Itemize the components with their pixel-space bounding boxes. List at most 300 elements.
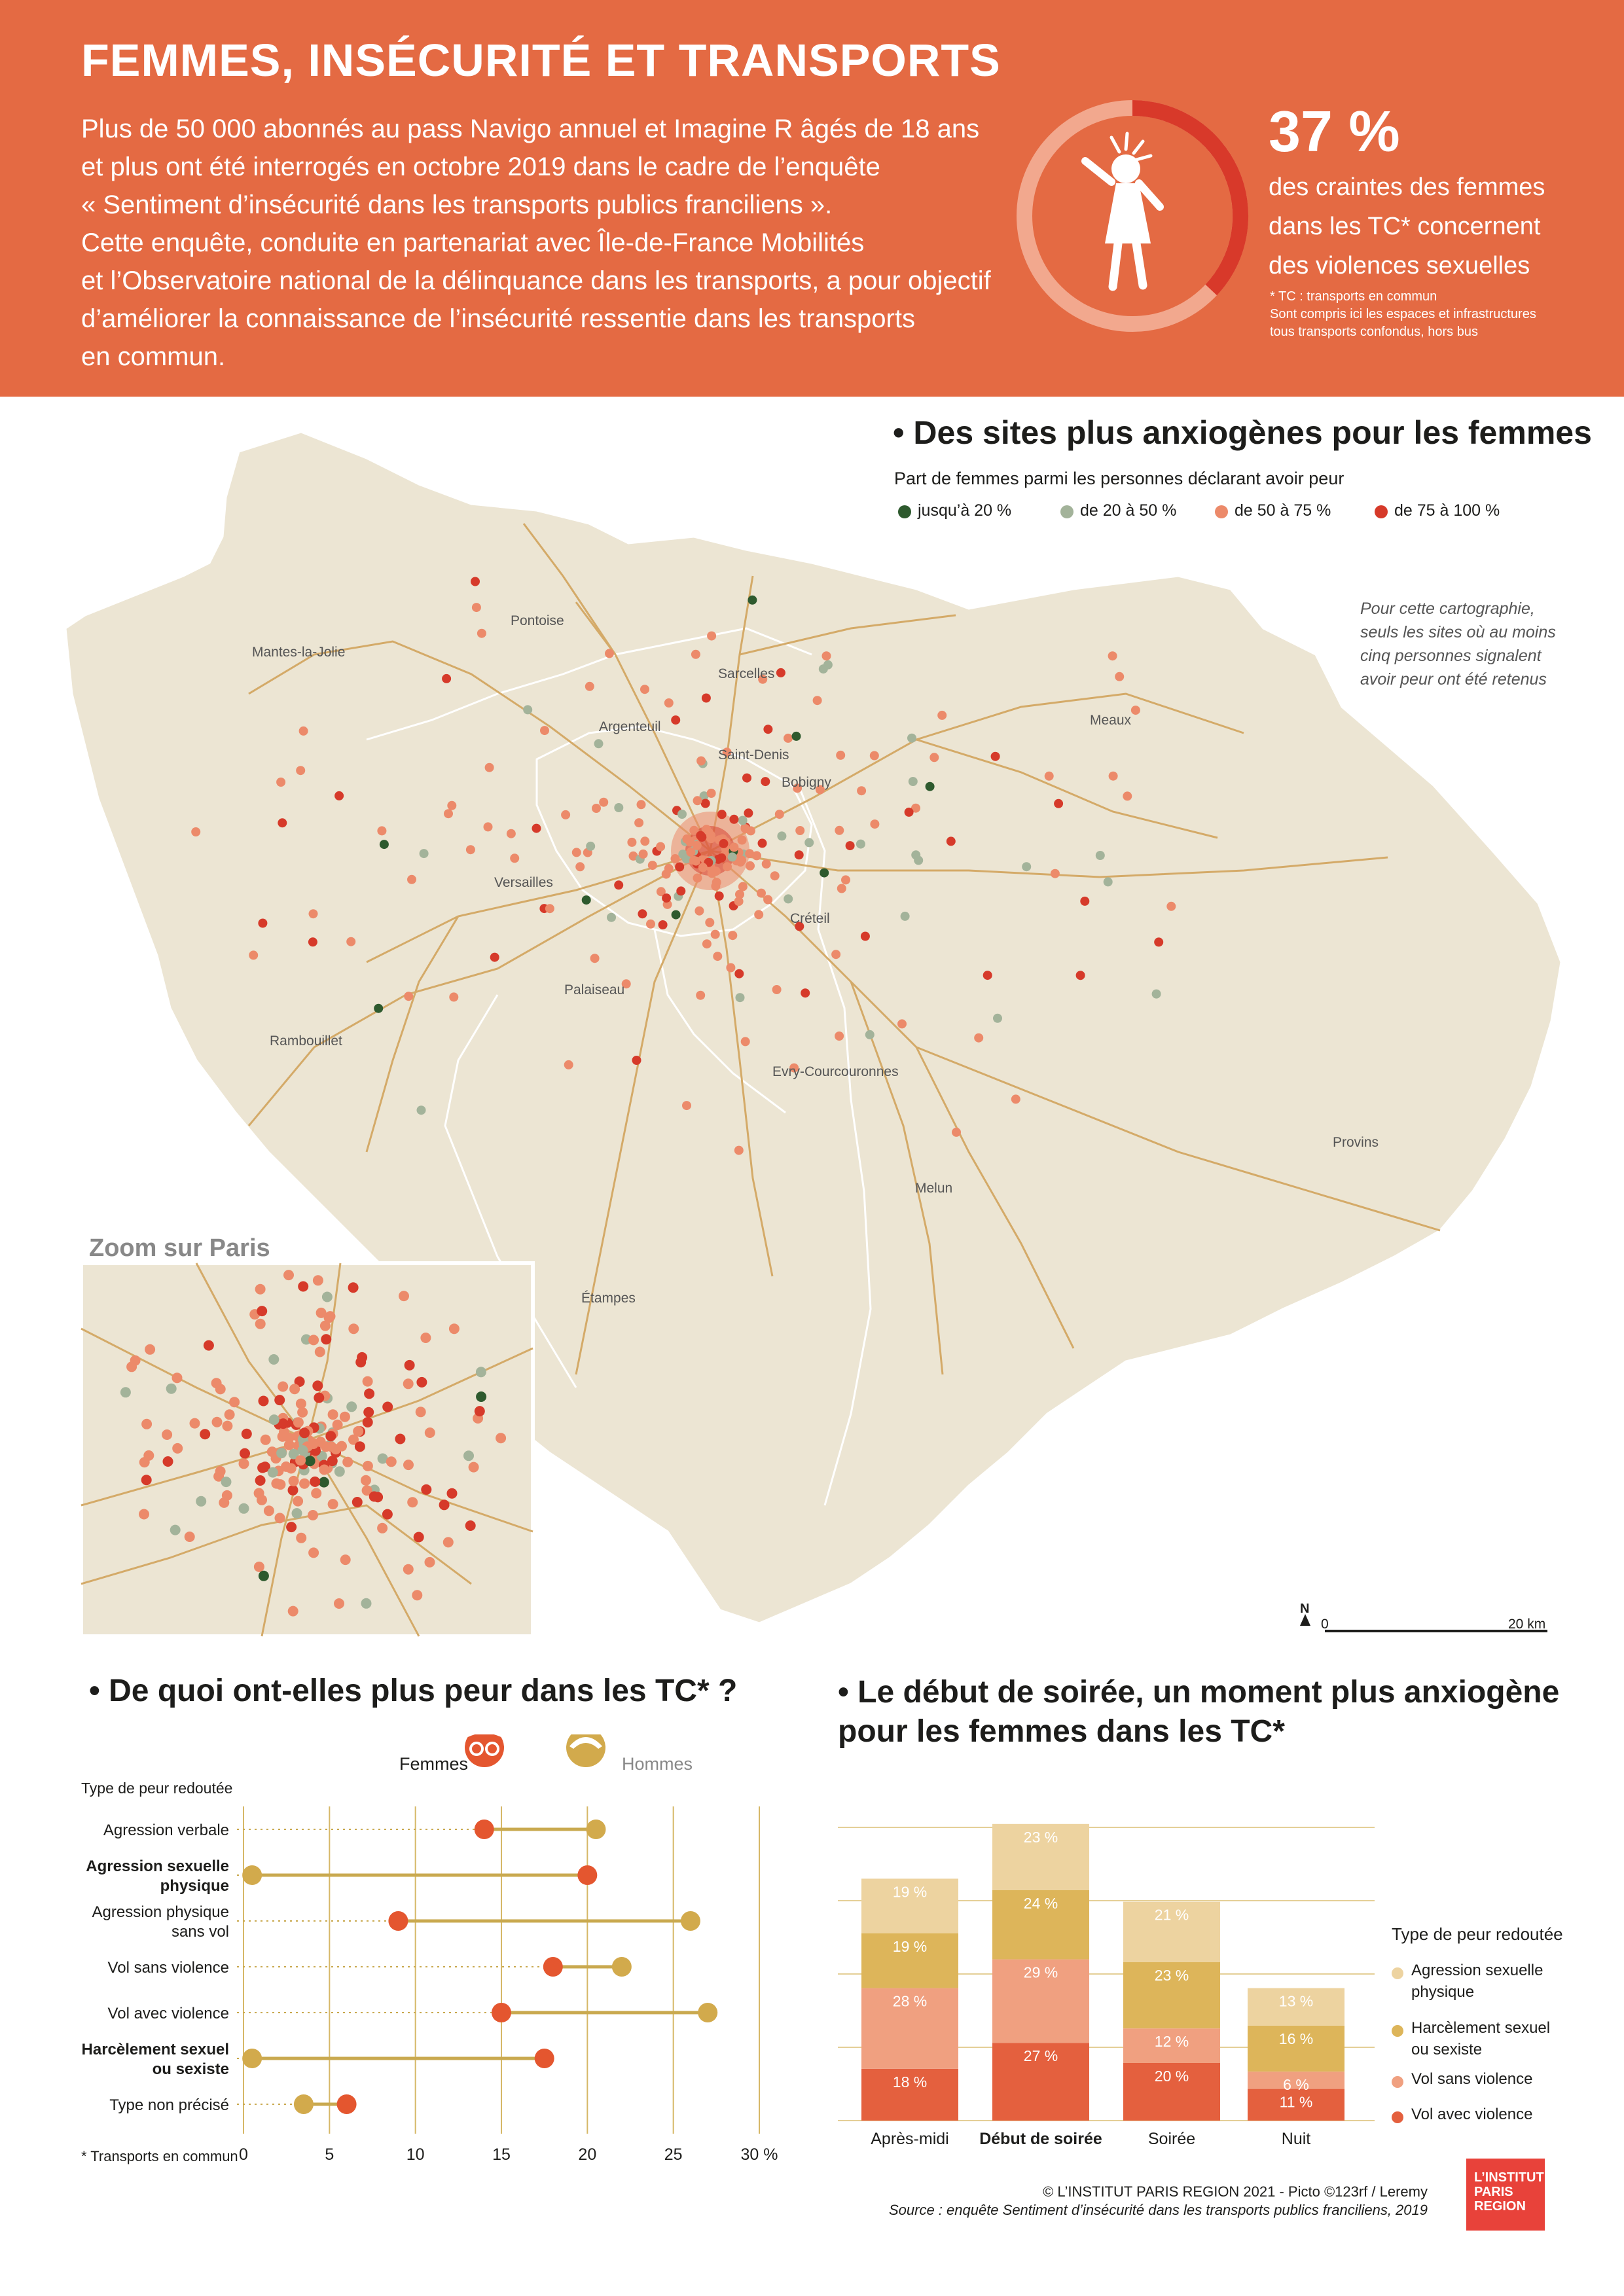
map-point <box>770 871 780 880</box>
map-point <box>729 815 738 824</box>
map-point <box>712 867 721 876</box>
map-point <box>746 861 755 870</box>
legend-dot <box>1215 505 1228 518</box>
zoom-point <box>449 1323 460 1334</box>
map-point <box>510 853 519 863</box>
stat-text-line: des violences sexuelles <box>1269 252 1530 279</box>
time-legend-dot <box>1392 1967 1403 1979</box>
map-point <box>191 827 200 836</box>
map-point <box>466 845 475 854</box>
zoom-point <box>308 1510 318 1520</box>
town-label: Mantes-la-Jolie <box>252 645 346 660</box>
time-title-line: pour les femmes dans les TC* <box>838 1714 1285 1749</box>
zoom-point <box>463 1450 474 1461</box>
zoom-point <box>416 1377 427 1388</box>
map-point <box>404 992 413 1001</box>
map-note-line: Pour cette cartographie, <box>1360 600 1535 618</box>
map-point <box>741 1037 750 1046</box>
map-point <box>656 842 665 852</box>
zoom-point <box>242 1429 252 1439</box>
legend-dot <box>898 505 911 518</box>
zoom-point <box>276 1448 287 1458</box>
zoom-point <box>313 1275 323 1285</box>
zoom-point <box>172 1372 183 1383</box>
map-point <box>646 920 655 929</box>
map-point <box>640 836 649 846</box>
zoom-point <box>310 1477 320 1487</box>
map-point <box>907 734 916 743</box>
map-point <box>346 937 355 946</box>
zoom-point <box>372 1492 383 1502</box>
legend-women-label: Femmes <box>399 1754 469 1774</box>
map-point <box>698 863 708 872</box>
zoom-point <box>425 1557 435 1568</box>
zoom-point <box>143 1450 154 1461</box>
map-point <box>309 909 318 918</box>
map-point <box>775 810 784 819</box>
femmes-point <box>577 1865 597 1885</box>
zoom-point <box>163 1456 173 1467</box>
map-point <box>662 870 671 879</box>
zoom-point <box>403 1378 414 1389</box>
zoom-point <box>476 1391 486 1402</box>
town-label: Palaiseau <box>564 982 625 997</box>
zoom-point <box>319 1465 329 1475</box>
map-point <box>763 725 772 734</box>
hommes-point <box>242 1865 262 1885</box>
femmes-point <box>543 1957 563 1977</box>
map-point <box>712 878 721 887</box>
time-category-label: Nuit <box>1281 2130 1311 2148</box>
zoom-point <box>292 1508 302 1518</box>
map-point <box>1045 772 1054 781</box>
map-point <box>831 950 840 959</box>
map-point <box>742 774 751 783</box>
x-tick-label: 5 <box>325 2145 334 2164</box>
map-point <box>717 853 726 863</box>
zoom-point <box>222 1421 232 1431</box>
map-point <box>442 674 451 683</box>
map-point <box>696 757 706 766</box>
map-point <box>841 875 850 884</box>
map-point <box>334 791 344 800</box>
zoom-point <box>348 1323 359 1334</box>
map-point <box>702 694 711 703</box>
map-point <box>723 862 732 871</box>
zoom-point <box>255 1319 266 1329</box>
map-point <box>1154 937 1163 946</box>
zoom-point <box>283 1270 294 1280</box>
map-point <box>605 649 614 658</box>
map-point <box>634 818 643 827</box>
map-point <box>607 913 616 922</box>
map-point <box>1096 851 1105 860</box>
zoom-point <box>172 1443 183 1454</box>
town-label: Provins <box>1333 1135 1379 1150</box>
zoom-point <box>439 1499 450 1510</box>
zoom-point <box>340 1554 351 1565</box>
map-point <box>897 1019 907 1028</box>
zoom-point <box>395 1434 405 1444</box>
zoom-point <box>334 1466 345 1477</box>
legend-label: jusqu’à 20 % <box>918 501 1012 520</box>
time-bar-label: 12 % <box>1154 2033 1189 2051</box>
map-point <box>449 992 458 1001</box>
map-point <box>870 751 879 761</box>
map-point <box>909 777 918 786</box>
town-label: Pontoise <box>511 613 564 628</box>
header-banner <box>0 0 1624 397</box>
map-point <box>659 920 668 929</box>
zoom-point <box>211 1378 222 1388</box>
zoom-point <box>334 1598 344 1609</box>
map-point <box>590 954 600 963</box>
map-point <box>813 696 822 705</box>
map-point <box>707 632 716 641</box>
category-label: Vol sans violence <box>107 1959 229 1977</box>
map-point <box>532 824 541 833</box>
map-point <box>374 1004 383 1013</box>
time-bar-label: 21 % <box>1154 1906 1189 1924</box>
zoom-point <box>215 1466 226 1477</box>
zoom-point <box>382 1402 393 1412</box>
x-tick-label: 20 <box>578 2145 597 2164</box>
map-point <box>1166 902 1176 911</box>
zoom-point <box>293 1496 303 1507</box>
zoom-point <box>289 1476 299 1486</box>
map-legend-title: Part de femmes parmi les personnes déclarant avoir peur <box>894 469 1344 488</box>
zoom-point <box>261 1435 271 1445</box>
map-point <box>947 836 956 846</box>
time-bar-label: 13 % <box>1278 1992 1314 2010</box>
map-point <box>671 854 680 863</box>
zoom-point <box>254 1488 264 1498</box>
map-point <box>1022 862 1031 871</box>
town-label: Melun <box>915 1181 953 1196</box>
zoom-point <box>212 1417 223 1427</box>
zoom-point <box>399 1291 409 1301</box>
map-point <box>695 906 704 916</box>
map-point <box>719 839 729 848</box>
zoom-point <box>286 1463 297 1474</box>
time-bar-label: 23 % <box>1023 1828 1058 1846</box>
map-point <box>627 838 636 847</box>
map-point <box>1080 897 1089 906</box>
map-point <box>983 971 992 980</box>
legend-label: de 50 à 75 % <box>1235 501 1331 520</box>
zoom-point <box>288 1606 298 1617</box>
category-label: sans vol <box>171 1923 229 1941</box>
zoom-point <box>305 1456 316 1466</box>
zoom-point <box>346 1401 357 1412</box>
zoom-point <box>239 1458 249 1469</box>
map-point <box>677 810 687 819</box>
zoom-point <box>222 1490 232 1501</box>
map-note <box>1360 597 1576 691</box>
map-point <box>572 848 581 857</box>
zoom-point <box>145 1344 155 1355</box>
map-point <box>664 698 674 708</box>
zoom-point <box>139 1509 149 1520</box>
zoom-point <box>476 1367 486 1377</box>
source: Source : enquête Sentiment d’insécurité dans les transports publics franciliens, 2019 <box>888 2202 1428 2218</box>
zoom-point <box>259 1396 269 1407</box>
map-point <box>477 629 486 638</box>
zoom-point <box>275 1513 285 1523</box>
map-point <box>693 874 702 883</box>
time-legend-dot <box>1392 2111 1403 2123</box>
map-point <box>407 875 416 884</box>
time-legend-label: Harcèlement sexuel ou sexiste <box>1411 2019 1551 2058</box>
map-point <box>575 862 585 871</box>
zoom-point <box>412 1590 422 1600</box>
map-point <box>640 685 649 694</box>
zoom-point <box>239 1503 249 1514</box>
map-note-line: cinq personnes signalent <box>1360 647 1542 665</box>
zoom-point <box>259 1571 269 1581</box>
category-label: Vol avec violence <box>107 2005 229 2022</box>
town-label: Argenteuil <box>599 719 661 734</box>
map-point <box>1076 971 1085 980</box>
zoom-point <box>264 1505 274 1516</box>
north-arrow-icon <box>1300 1602 1310 1626</box>
zoom-point <box>361 1475 371 1486</box>
intro-line: Cette enquête, conduite en partenariat avec Île-de-France Mobilités <box>81 228 865 257</box>
town-label: Rambouillet <box>270 1033 342 1049</box>
zoom-point <box>377 1523 388 1534</box>
map-point <box>586 842 595 851</box>
zoom-point <box>268 1354 279 1365</box>
zoom-point <box>324 1312 334 1323</box>
time-bar-label: 11 % <box>1279 2093 1313 2111</box>
zoom-point <box>269 1414 280 1425</box>
zoom-point <box>342 1457 353 1467</box>
zoom-point <box>120 1387 131 1397</box>
map-point <box>905 808 914 817</box>
map-point <box>637 800 646 809</box>
map-point <box>671 715 680 725</box>
time-category-label: Soirée <box>1147 2130 1196 2148</box>
legend-label: de 20 à 50 % <box>1080 501 1177 520</box>
map-point <box>738 882 748 891</box>
zoom-point <box>311 1488 321 1499</box>
zoom-point <box>321 1334 331 1344</box>
map-point <box>846 841 855 850</box>
page-title: FEMMES, INSÉCURITÉ ET TRANSPORTS <box>81 35 1001 86</box>
map-point <box>836 751 845 760</box>
zoom-point <box>475 1406 485 1416</box>
time-category-label: Début de soirée <box>979 2130 1102 2148</box>
zoom-point <box>348 1282 359 1293</box>
category-label: ou sexiste <box>152 2060 229 2078</box>
map-point <box>1115 672 1124 681</box>
zoom-point <box>321 1441 331 1452</box>
map-point <box>447 801 456 810</box>
x-tick-label: 25 <box>664 2145 683 2164</box>
map-point <box>585 682 594 691</box>
map-point <box>308 937 317 946</box>
map-point <box>258 919 267 928</box>
map-point <box>861 932 870 941</box>
map-point <box>795 850 804 859</box>
time-legend-label: Vol sans violence <box>1411 2070 1533 2088</box>
town-label: Versailles <box>494 875 553 890</box>
time-legend-dot <box>1392 2025 1403 2037</box>
map-point <box>974 1033 983 1043</box>
zoom-title: Zoom sur Paris <box>89 1234 270 1262</box>
north-label: N <box>1300 1602 1310 1616</box>
zoom-point <box>353 1426 363 1437</box>
zoom-point <box>421 1484 431 1495</box>
map-point <box>472 603 481 612</box>
zoom-point <box>333 1420 343 1430</box>
zoom-point <box>296 1533 306 1543</box>
zoom-point <box>271 1479 281 1489</box>
x-tick-label: 0 <box>239 2145 248 2164</box>
fear-grid <box>239 1806 778 2164</box>
map-note-line: seuls les sites où au moins <box>1360 623 1556 641</box>
map-point <box>737 855 746 865</box>
time-legend-dot <box>1392 2076 1403 2088</box>
zoom-point <box>293 1417 304 1427</box>
stat-value: 37 % <box>1269 99 1400 164</box>
town-label: Sarcelles <box>718 666 775 681</box>
map-point <box>792 732 801 741</box>
time-bar-label: 19 % <box>892 1938 928 1955</box>
time-bar-label: 27 % <box>1023 2047 1058 2065</box>
map-point <box>937 711 947 720</box>
map-point <box>471 577 480 586</box>
map-point <box>734 969 744 978</box>
map-point <box>614 880 623 889</box>
map-point <box>614 803 623 812</box>
zoom-point <box>185 1532 195 1542</box>
map-point <box>1108 651 1117 660</box>
femmes-point <box>388 1911 408 1931</box>
hommes-point <box>612 1957 632 1977</box>
map-point <box>696 991 705 1000</box>
zoom-point <box>340 1412 350 1422</box>
zoom-point <box>298 1282 308 1292</box>
stat-text <box>1269 168 1609 285</box>
fear-chart-title: • De quoi ont-elles plus peur dans les TC* ? <box>89 1674 738 1708</box>
fear-rows <box>82 1820 718 2114</box>
zoom-point <box>141 1419 152 1429</box>
map-point <box>675 863 684 872</box>
map-point <box>545 904 554 913</box>
zoom-point <box>425 1427 435 1438</box>
town-label: Saint-Denis <box>718 747 789 762</box>
time-bars <box>861 1824 1344 2121</box>
zoom-point <box>255 1284 266 1295</box>
zoom-point <box>447 1488 458 1499</box>
zoom-point <box>190 1418 200 1429</box>
zoom-point <box>465 1520 476 1531</box>
legend-label: de 75 à 100 % <box>1394 501 1500 520</box>
footnote: * Transports en commun <box>81 2148 238 2164</box>
map-point <box>564 1060 573 1069</box>
map-point <box>713 952 722 961</box>
map-note-line: avoir peur ont été retenus <box>1360 670 1547 689</box>
map-point <box>752 851 761 860</box>
map-point <box>856 840 865 849</box>
zoom-point <box>254 1562 264 1572</box>
legend-dot <box>1060 505 1074 518</box>
credit: © L’INSTITUT PARIS REGION 2021 - Picto ©123rf / Leremy <box>1043 2183 1428 2200</box>
map-point <box>523 705 532 714</box>
men-legend-icon <box>566 1734 605 1767</box>
zoom-point <box>299 1427 310 1438</box>
stat-donut <box>1008 92 1257 340</box>
zoom-point <box>170 1525 181 1535</box>
femmes-point <box>492 2003 511 2022</box>
map-point <box>485 763 494 772</box>
time-bar-label: 24 % <box>1023 1895 1058 1912</box>
map-point <box>1054 799 1063 808</box>
time-bar-label: 19 % <box>892 1883 928 1901</box>
map-point <box>377 826 386 835</box>
femmes-point <box>535 2049 554 2068</box>
zoom-point <box>363 1417 373 1427</box>
intro-line: et plus ont été interrogés en octobre 2019 dans le cadre de l’enquête <box>81 152 880 181</box>
time-bar-label: 16 % <box>1278 2030 1314 2047</box>
map-point <box>1109 772 1118 781</box>
scale-end-label: 20 km <box>1508 1617 1546 1632</box>
intro-line: « Sentiment d’insécurité dans les transports publics franciliens ». <box>81 190 833 219</box>
map-point <box>705 918 714 927</box>
zoom-point <box>331 1444 341 1454</box>
map-point <box>380 840 389 849</box>
map-point <box>857 786 866 795</box>
map-point <box>819 664 828 673</box>
time-title-line: • Le début de soirée, un moment plus anxiogène <box>838 1675 1560 1710</box>
zoom-point <box>363 1407 374 1418</box>
zoom-point <box>308 1547 319 1558</box>
stat-text-line: dans les TC* concernent <box>1269 213 1541 240</box>
hommes-point <box>698 2003 717 2022</box>
map-point <box>278 818 287 827</box>
time-legend-title: Type de peur redoutée <box>1392 1924 1563 1944</box>
map-point <box>715 891 724 901</box>
map-point <box>726 963 735 973</box>
zoom-point <box>162 1429 172 1440</box>
map-point <box>717 810 727 819</box>
zoom-point <box>469 1462 479 1473</box>
intro-line: et l’Observatoire national de la délinquance dans les transports, a pour objectif <box>81 266 991 295</box>
map-point <box>761 777 770 786</box>
map-point <box>795 826 804 835</box>
x-tick-label: 10 <box>406 2145 425 2164</box>
femmes-point <box>475 1820 494 1839</box>
map-point <box>417 1105 426 1115</box>
x-tick-label: 30 % <box>740 2145 778 2164</box>
map-point <box>738 836 747 845</box>
map-point <box>865 1030 875 1039</box>
zoom-point <box>364 1388 374 1399</box>
stat-note <box>1270 288 1610 341</box>
map-point <box>594 739 604 748</box>
map-point <box>582 895 591 905</box>
map-point <box>784 894 793 903</box>
map-point <box>801 988 810 997</box>
time-legend-label: Agression sexuelle physique <box>1411 1962 1543 2001</box>
map-point <box>926 782 935 791</box>
zoom-point <box>416 1407 426 1417</box>
map-point <box>729 843 738 852</box>
category-label: Harcèlement sexuel <box>81 2041 229 2058</box>
zoom-point <box>325 1431 336 1441</box>
zoom-point <box>363 1376 373 1387</box>
